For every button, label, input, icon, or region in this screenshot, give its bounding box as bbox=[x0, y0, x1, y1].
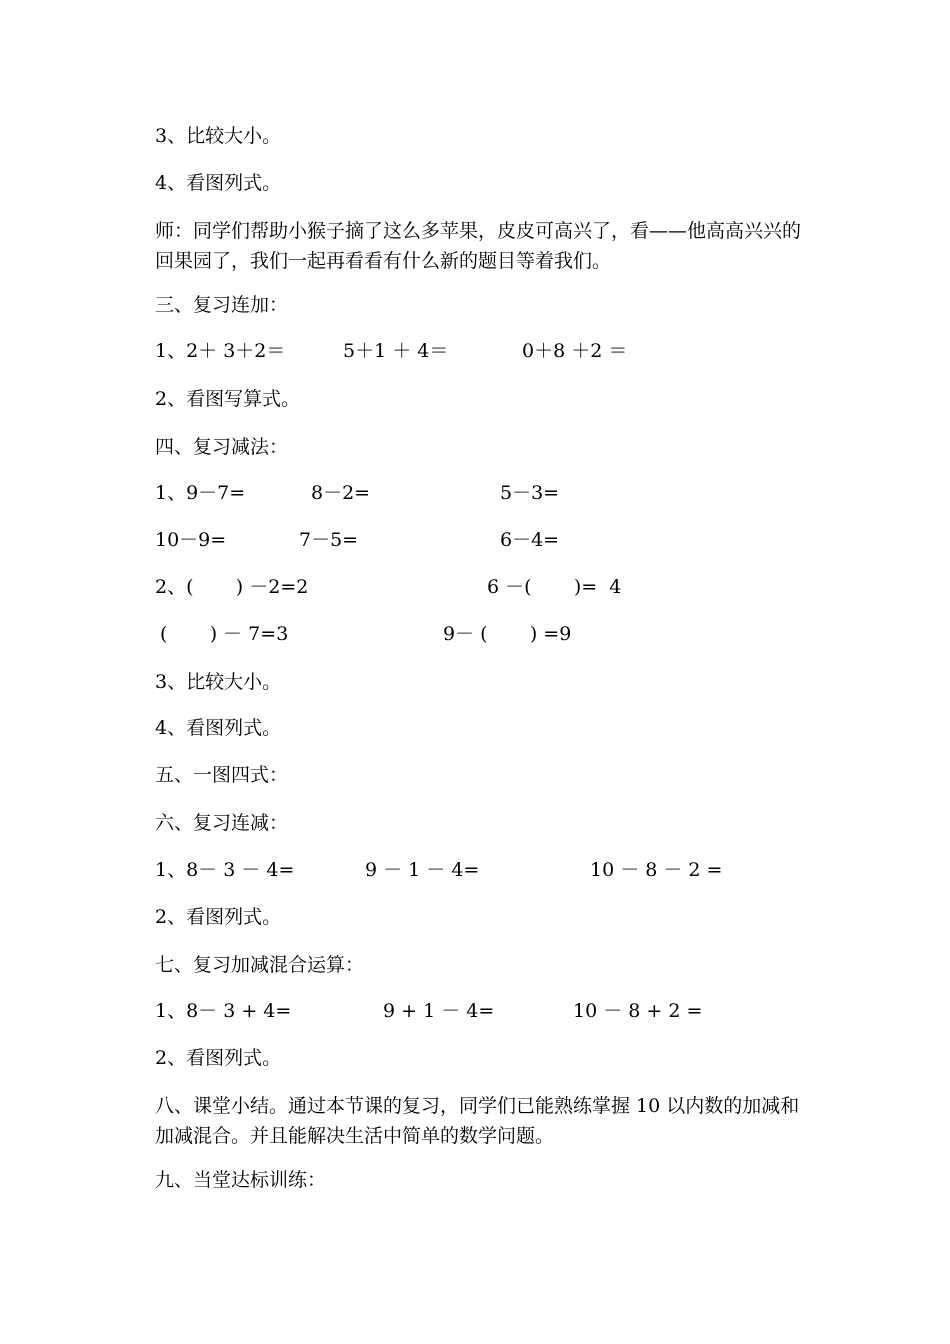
addition-problem-1: 1、2＋ 3＋2＝ bbox=[155, 340, 286, 362]
fill-blank-problem: 9－ ( ) =9 bbox=[443, 623, 572, 645]
section-9-heading: 九、当堂达标训练： bbox=[155, 1169, 327, 1191]
item-picture-equation: 4、看图列式。 bbox=[155, 172, 282, 194]
fill-blank-problem: 6 －( )= 4 bbox=[487, 576, 622, 598]
item-compare-size: 3、比较大小。 bbox=[155, 671, 282, 693]
mixed-operation-problem: 10 － 8 + 2 = bbox=[573, 1000, 703, 1022]
section-5-heading: 五、一图四式： bbox=[155, 764, 289, 786]
section-7-heading: 七、复习加减混合运算： bbox=[155, 954, 365, 976]
subtraction-problem: 1、9－7= bbox=[155, 482, 246, 504]
continuous-subtraction-problem: 9 － 1 － 4= bbox=[365, 859, 480, 881]
continuous-subtraction-problem: 10 － 8 － 2 = bbox=[590, 859, 723, 881]
fill-blank-problem: 2、( ) －2=2 bbox=[155, 576, 309, 598]
addition-problem-3: 0＋8 ＋2 ＝ bbox=[522, 340, 628, 362]
mixed-operation-problem: 9 + 1 － 4= bbox=[383, 1000, 495, 1022]
summary-paragraph: 八、课堂小结。通过本节课的复习，同学们已能熟练掌握 10 以内数的加减和加减混合。并且能解决生活中简单的数学问题。 bbox=[155, 1095, 800, 1147]
section-6-heading: 六、复习连减： bbox=[155, 812, 289, 834]
fill-blank-problem: ( ) － 7=3 bbox=[160, 623, 289, 645]
item-picture-equation: 4、看图列式。 bbox=[155, 717, 282, 739]
mixed-operation-problem: 1、8－ 3 + 4= bbox=[155, 1000, 292, 1022]
addition-problem-2: 5＋1 ＋ 4＝ bbox=[343, 340, 449, 362]
item-picture-equation: 2、看图列式。 bbox=[155, 906, 282, 928]
item-picture-equation: 2、看图列式。 bbox=[155, 1047, 282, 1069]
subtraction-problem: 7－5= bbox=[299, 529, 359, 551]
item-compare-size: 3、比较大小。 bbox=[155, 125, 282, 147]
section-4-heading: 四、复习减法： bbox=[155, 436, 289, 458]
continuous-subtraction-problem: 1、8－ 3 － 4= bbox=[155, 859, 295, 881]
section-3-heading: 三、复习连加： bbox=[155, 294, 289, 316]
item-picture-write-equation: 2、看图写算式。 bbox=[155, 388, 301, 410]
subtraction-problem: 5－3= bbox=[500, 482, 560, 504]
teacher-paragraph: 师：同学们帮助小猴子摘了这么多苹果，皮皮可高兴了，看——他高高兴兴的回果园了，我们一起再看看有什么新的题目等着我们。 bbox=[155, 220, 802, 272]
subtraction-problem: 6－4= bbox=[500, 529, 560, 551]
subtraction-problem: 8－2= bbox=[311, 482, 371, 504]
subtraction-problem: 10－9= bbox=[155, 529, 227, 551]
